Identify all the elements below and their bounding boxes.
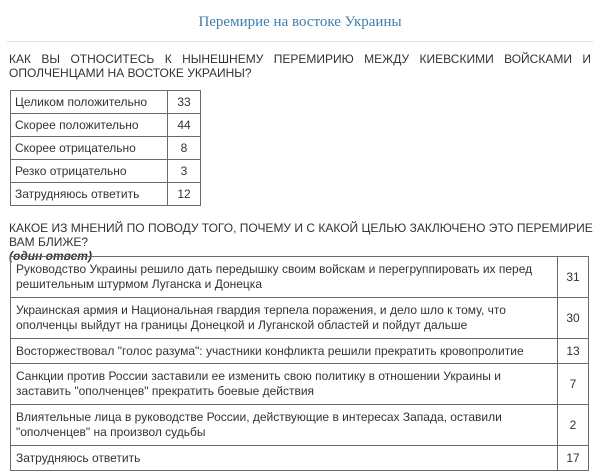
table-row bbox=[11, 257, 589, 298]
row-label: Санкции против России заставили ее изменить свою политику в отношении Украины и заставить "ополченцев" прекратить боевые действия bbox=[11, 364, 558, 405]
row-value: 12 bbox=[168, 183, 201, 206]
table-row bbox=[11, 405, 589, 446]
row-value: 33 bbox=[168, 91, 201, 114]
row-value: 31 bbox=[558, 257, 589, 298]
row-value: 2 bbox=[558, 405, 589, 446]
row-label: Скорее положительно bbox=[11, 114, 168, 137]
row-value: 3 bbox=[168, 160, 201, 183]
table-row bbox=[11, 364, 589, 405]
table-row bbox=[11, 160, 201, 183]
table-row bbox=[11, 298, 589, 339]
table-row bbox=[11, 339, 589, 364]
title-divider bbox=[7, 41, 593, 42]
row-label: Украинская армия и Национальная гвардия терпела поражения, и дело шло к тому, что ополченцы выйдут на границы Донецкой и Луганской областей и пойдут дальше bbox=[11, 298, 558, 339]
table-row bbox=[11, 137, 201, 160]
question-2-text: КАКОЕ ИЗ МНЕНИЙ ПО ПОВОДУ ТОГО, ПОЧЕМУ И С КАКОЙ ЦЕЛЬЮ ЗАКЛЮЧЕНО ЭТО ПЕРЕМИРИЕ ВАМ БЛИЖЕ? bbox=[9, 221, 593, 249]
question-2-note: (один ответ) bbox=[9, 249, 92, 263]
row-label: Скорее отрицательно bbox=[11, 137, 168, 160]
row-label: Затрудняюсь ответить bbox=[11, 446, 558, 471]
table-row bbox=[11, 183, 201, 206]
row-label: Затрудняюсь ответить bbox=[11, 183, 168, 206]
opinion-table bbox=[10, 256, 589, 471]
question-1: КАК ВЫ ОТНОСИТЕСЬ К НЫНЕШНЕМУ ПЕРЕМИРИЮ МЕЖДУ КИЕВСКИМИ ВОЙСКАМИ И ОПОЛЧЕНЦАМИ НА ВОСТОКЕ УКРАИНЫ? bbox=[9, 52, 591, 80]
attitude-table bbox=[10, 90, 201, 206]
table-row bbox=[11, 446, 589, 471]
row-label: Руководство Украины решило дать передышку своим войскам и перегруппировать их перед решительным штурмом Луганска и Донецка bbox=[11, 257, 558, 298]
table-row bbox=[11, 91, 201, 114]
row-value: 44 bbox=[168, 114, 201, 137]
row-value: 8 bbox=[168, 137, 201, 160]
row-label: Резко отрицательно bbox=[11, 160, 168, 183]
row-value: 13 bbox=[558, 339, 589, 364]
table-row bbox=[11, 114, 201, 137]
row-label: Влиятельные лица в руководстве России, действующие в интересах Запада, оставили "ополченцев" на произвол судьбы bbox=[11, 405, 558, 446]
row-value: 30 bbox=[558, 298, 589, 339]
page-title: Перемирие на востоке Украины bbox=[198, 14, 402, 30]
row-label: Восторжествовал "голос разума": участники конфликта решили прекратить кровопролитие bbox=[11, 339, 558, 364]
row-value: 7 bbox=[558, 364, 589, 405]
row-value: 17 bbox=[558, 446, 589, 471]
row-label: Целиком положительно bbox=[11, 91, 168, 114]
